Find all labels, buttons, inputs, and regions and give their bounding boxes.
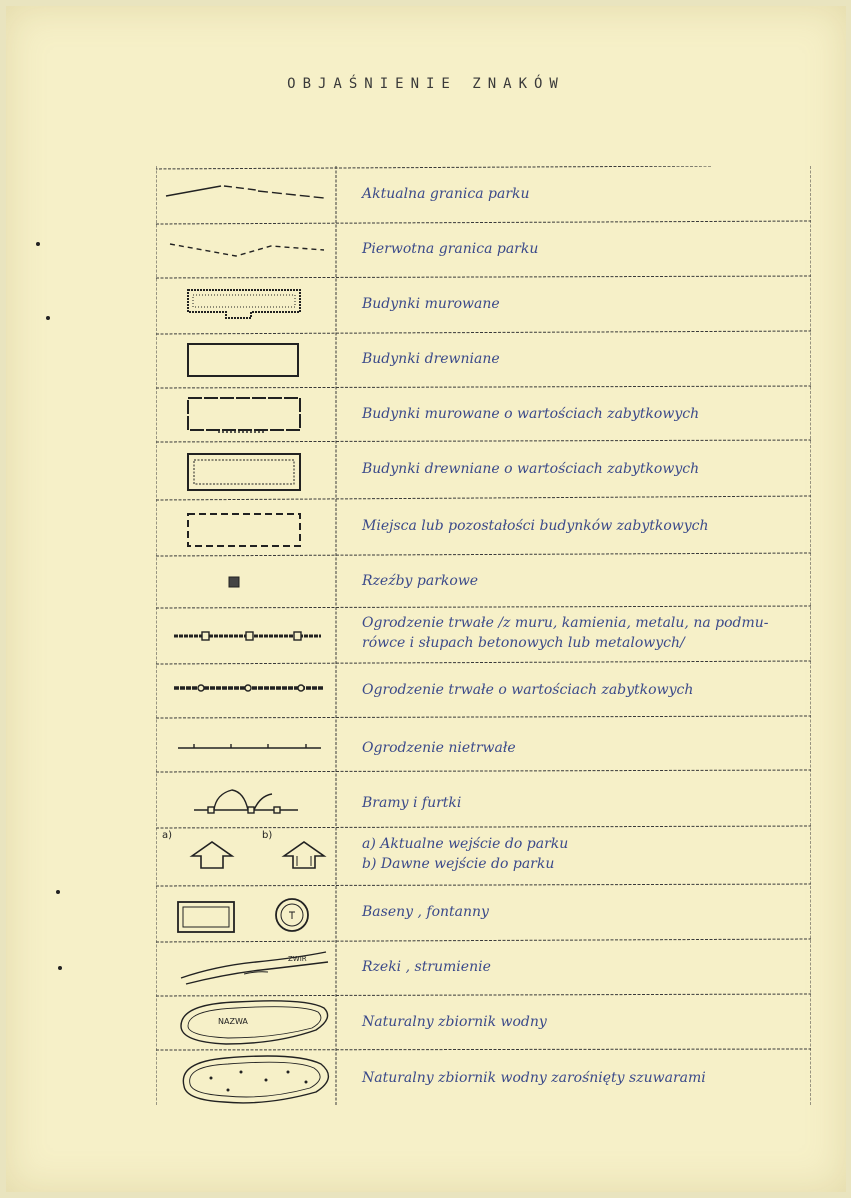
- legend-label-bramy: Bramy i furtki: [362, 795, 462, 811]
- temporary-fence-icon: [178, 744, 321, 748]
- historic-fence-icon: [174, 685, 324, 691]
- water-reservoir-icon: [181, 1001, 328, 1044]
- actual-border-symbol-icon: [166, 186, 324, 198]
- page-speck: [56, 890, 60, 894]
- legend-label-wejscie-aktualne: a) Aktualne wejście do parku: [362, 836, 569, 852]
- sculpture-icon: [229, 577, 239, 587]
- legend-label-ogrodzenie-trwale-cont: rówce i słupach betonowych lub metalowych/: [362, 635, 685, 651]
- building-remains-icon: [188, 514, 300, 546]
- masonry-building-icon: [188, 290, 300, 318]
- pool-icon: [178, 902, 234, 932]
- legend-label-wejscie-dawne: b) Dawne wejście do parku: [362, 856, 555, 872]
- current-entrance-arrow-icon: [192, 842, 232, 868]
- legend-label-rzeki: Rzeki , strumienie: [362, 959, 491, 975]
- entrance-tag-b: b): [262, 830, 273, 841]
- legend-label-budynki-murowane: Budynki murowane: [362, 296, 500, 312]
- legend-label-drewniane-zabytkowe: Budynki drewniane o wartościach zabytkowych: [362, 461, 700, 477]
- page-speck: [46, 316, 50, 320]
- legend-label-pozostalosci: Miejsca lub pozostałości budynków zabytkowych: [362, 518, 709, 534]
- wooden-building-icon: [188, 344, 298, 376]
- legend-label-rzezby: Rzeźby parkowe: [362, 573, 479, 589]
- legend-label-murowane-zabytkowe: Budynki murowane o wartościach zabytkowych: [362, 406, 700, 422]
- fountain-icon: [276, 899, 308, 931]
- legend-label-zbiornik-zarosniety: Naturalny zbiornik wodny zarośnięty szuwarami: [362, 1070, 706, 1086]
- masonry-historic-building-icon: [188, 398, 300, 432]
- legend-label-pierwotna-granica: Pierwotna granica parku: [362, 241, 539, 257]
- legend-label-ogrodzenie-trwale: Ogrodzenie trwałe /z muru, kamienia, metalu, na podmu-: [362, 615, 769, 631]
- legend-label-aktualna-granica: Aktualna granica parku: [362, 186, 530, 202]
- legend-label-ogrodzenie-nietrwale: Ogrodzenie nietrwałe: [362, 740, 516, 756]
- wooden-historic-building-icon: [188, 454, 300, 490]
- legend-label-baseny: Baseny , fontanny: [362, 904, 489, 920]
- permanent-fence-icon: [174, 632, 321, 640]
- legend-label-budynki-drewniane: Budynki drewniane: [362, 351, 500, 367]
- legend-table: [156, 166, 811, 1106]
- document-sheet: [6, 6, 846, 1192]
- original-border-symbol-icon: [170, 244, 324, 256]
- river-tag: ZWIR: [288, 955, 307, 963]
- reservoir-name-tag: NAZWA: [218, 1017, 248, 1026]
- entrance-tag-a: a): [162, 830, 173, 841]
- overgrown-reservoir-icon: [183, 1056, 328, 1103]
- page-speck: [36, 242, 40, 246]
- legend-label-zbiornik: Naturalny zbiornik wodny: [362, 1014, 547, 1030]
- page-speck: [58, 966, 62, 970]
- legend-label-ogrodzenie-zabytkowe: Ogrodzenie trwałe o wartościach zabytkowych: [362, 682, 694, 698]
- page-title: OBJAŚNIENIE ZNAKÓW: [287, 76, 565, 92]
- gate-icon: [194, 790, 298, 813]
- former-entrance-arrow-icon: [284, 842, 324, 868]
